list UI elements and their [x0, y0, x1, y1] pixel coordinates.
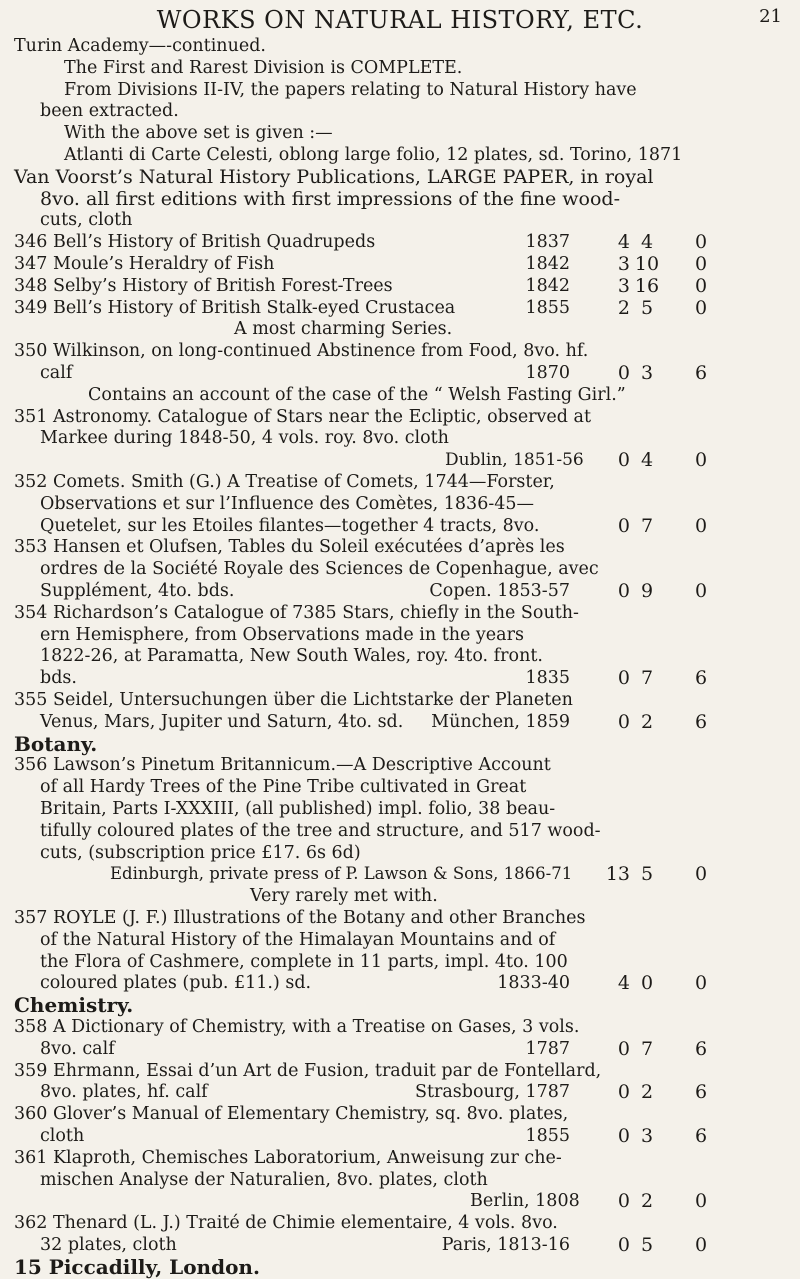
- entry-text: 355 Seidel, Untersuchungen über die Lichtstarke der Planeten: [14, 690, 573, 710]
- price-pounds: 0: [617, 1190, 630, 1213]
- page-number: 21: [759, 6, 782, 27]
- entry-text: 353 Hansen et Olufsen, Tables du Soleil exécutées d’après les: [14, 537, 565, 558]
- entry-text: cloth: [40, 1126, 85, 1146]
- entry-text: cuts, (subscription price £17. 6s 6d): [40, 842, 361, 863]
- catalogue-line: [0, 99, 800, 123]
- price-pounds: 0: [617, 580, 630, 602]
- entry-text: 356 Lawson’s Pinetum Britannicum.—A Descriptive Account: [14, 755, 551, 776]
- section-heading: Botany.: [14, 731, 98, 756]
- price-pence: 0: [694, 1190, 708, 1213]
- catalogue-line: [0, 1059, 800, 1083]
- entry-text: Berlin, 1808: [470, 1191, 580, 1212]
- price-shillings: 2: [640, 1190, 654, 1213]
- catalogue-line: [0, 252, 800, 276]
- entry-text: coloured plates (pub. £11.) sd.: [40, 973, 312, 994]
- entry-text: Supplément, 4to. bds.: [40, 581, 235, 601]
- entry-date: Copen. 1853-57: [429, 581, 570, 601]
- catalogue-line: [0, 1080, 800, 1104]
- catalogue-line: [0, 666, 800, 690]
- price-pence: 0: [694, 274, 708, 297]
- price-pence: 6: [694, 667, 708, 690]
- price-shillings: 7: [640, 514, 654, 537]
- entry-text: tifully coloured plates of the tree and structure, and 517 wood-: [40, 820, 601, 841]
- price-shillings: 5: [640, 863, 654, 886]
- price-shillings: 10: [634, 253, 660, 275]
- entry-text: Markee during 1848-50, 4 vols. roy. 8vo. cloth: [40, 428, 449, 449]
- catalogue-line: [0, 579, 800, 603]
- entry-text: 8vo. plates, hf. calf: [40, 1082, 208, 1103]
- entry-date: 1835: [525, 668, 570, 689]
- catalogue-line: [0, 361, 800, 385]
- entry-text: Britain, Parts I-XXXIII, (all published) impl. folio, 38 beau-: [40, 799, 556, 819]
- catalogue-line: [0, 557, 800, 581]
- catalogue-line: [0, 535, 800, 559]
- catalogue-line: [0, 34, 800, 58]
- catalogue-line: [0, 426, 800, 450]
- price-shillings: 4: [640, 231, 654, 254]
- catalogue-line: [0, 732, 800, 756]
- entry-text: 361 Klaproth, Chemisches Laboratorium, Anweisung zur che-: [14, 1147, 562, 1168]
- entry-text: the Flora of Cashmere, complete in 11 parts, impl. 4to. 100: [40, 951, 568, 972]
- price-pounds: 4: [617, 972, 630, 995]
- price-pence: 0: [694, 296, 708, 319]
- catalogue-line: [0, 819, 800, 843]
- catalogue-line: [0, 230, 800, 254]
- price-pence: 0: [694, 580, 708, 602]
- entry-text: Venus, Mars, Jupiter und Saturn, 4to. sd.: [40, 711, 404, 732]
- catalogue-line: [0, 971, 800, 995]
- entry-date: 1842: [525, 275, 570, 296]
- catalogue-line: [0, 1146, 800, 1170]
- catalogue-line: [0, 906, 800, 930]
- entry-text: A most charming Series.: [234, 319, 453, 340]
- entry-text: The First and Rarest Division is COMPLETE.: [64, 57, 463, 78]
- price-pence: 0: [694, 231, 708, 254]
- entry-text: 354 Richardson’s Catalogue of 7385 Stars, chiefly in the South-: [14, 602, 579, 623]
- price-pounds: 0: [617, 710, 630, 733]
- price-pounds: 0: [617, 362, 630, 384]
- entry-text: 32 plates, cloth: [40, 1235, 177, 1255]
- price-pence: 0: [694, 514, 708, 537]
- entry-date: 1870: [525, 363, 570, 383]
- price-pounds: 4: [617, 231, 630, 254]
- catalogue-line: [0, 165, 800, 189]
- price-pounds: 2: [617, 296, 630, 319]
- price-pounds: 13: [605, 863, 630, 886]
- price-pence: 0: [694, 253, 708, 275]
- catalogue-line: [0, 121, 800, 145]
- price-shillings: 2: [640, 1081, 654, 1104]
- price-pounds: 0: [617, 449, 630, 472]
- price-pence: 0: [694, 1234, 708, 1256]
- entry-text: mischen Analyse der Naturalien, 8vo. plates, cloth: [40, 1169, 488, 1190]
- price-pounds: 3: [617, 253, 630, 275]
- catalogue-line: [0, 950, 800, 974]
- price-pence: 6: [694, 1037, 708, 1060]
- price-shillings: 2: [640, 710, 654, 733]
- entry-text: Observations et sur l’Influence des Comètes, 1836-45—: [40, 493, 535, 514]
- catalogue-line: [0, 1211, 800, 1235]
- entry-date: 1837: [525, 232, 570, 253]
- entry-text: cuts, cloth: [40, 210, 133, 231]
- catalogue-line: [0, 1233, 800, 1257]
- entry-date: 1833-40: [497, 973, 570, 994]
- entry-text: 352 Comets. Smith (G.) A Treatise of Comets, 1744—Forster,: [14, 472, 555, 492]
- price-pence: 0: [694, 863, 708, 886]
- entry-text: of the Natural History of the Himalayan Mountains and of: [40, 929, 556, 950]
- catalogue-line: [0, 1168, 800, 1192]
- price-pounds: 0: [617, 1081, 630, 1104]
- entry-text: 1822-26, at Paramatta, New South Wales, roy. 4to. front.: [40, 646, 543, 667]
- entry-text: calf: [40, 363, 73, 383]
- catalogue-line: [0, 448, 800, 472]
- price-pounds: 0: [617, 514, 630, 537]
- catalogue-line: [0, 514, 800, 538]
- entry-text: 348 Selby’s History of British Forest-Trees: [14, 275, 393, 296]
- catalogue-line: [0, 601, 800, 625]
- catalogue-line: [0, 405, 800, 429]
- entry-text: Edinburgh, private press of P. Lawson & Sons, 1866-71: [110, 864, 573, 884]
- entry-text: 346 Bell’s History of British Quadrupeds: [14, 232, 376, 253]
- price-shillings: 9: [640, 580, 654, 602]
- entry-text: 359 Ehrmann, Essai d’un Art de Fusion, traduit par de Fontellard,: [14, 1060, 602, 1081]
- catalogue-line: [0, 1255, 800, 1279]
- catalogue-line: [0, 775, 800, 799]
- entry-text: ern Hemisphere, from Observations made in the years: [40, 624, 524, 645]
- entry-date: 1855: [525, 297, 570, 318]
- entry-text: 8vo. calf: [40, 1038, 115, 1059]
- catalogue-line: [0, 1102, 800, 1126]
- price-shillings: 5: [640, 296, 654, 319]
- entry-date: 1855: [525, 1126, 570, 1146]
- catalogue-line: [0, 274, 800, 298]
- catalogue-line: [0, 884, 800, 908]
- price-shillings: 4: [640, 449, 654, 472]
- price-pounds: 0: [617, 1234, 630, 1256]
- entry-text: bds.: [40, 668, 77, 689]
- entry-text: From Divisions II-IV, the papers relating to Natural History have: [64, 79, 637, 100]
- catalogue-line: [0, 623, 800, 647]
- catalogue-line: [0, 862, 800, 886]
- catalogue-line: [0, 644, 800, 668]
- catalogue-line: [0, 143, 800, 167]
- price-pounds: 0: [617, 667, 630, 690]
- price-pounds: 3: [617, 274, 630, 297]
- entry-text: 358 A Dictionary of Chemistry, with a Treatise on Gases, 3 vols.: [14, 1017, 580, 1037]
- entry-text: 360 Glover’s Manual of Elementary Chemistry, sq. 8vo. plates,: [14, 1104, 569, 1125]
- running-title: WORKS ON NATURAL HISTORY, ETC.: [156, 6, 644, 34]
- price-pounds: 0: [617, 1037, 630, 1060]
- entry-text: Very rarely met with.: [250, 886, 438, 907]
- catalogue-line: [0, 1015, 800, 1039]
- entry-text: Van Voorst’s Natural History Publications, LARGE PAPER, in royal: [14, 165, 654, 188]
- entry-text: ordres de la Société Royale des Sciences de Copenhague, avec: [40, 559, 599, 580]
- catalogue-line: [0, 78, 800, 102]
- catalogue-line: [0, 841, 800, 865]
- catalogue-line: [0, 492, 800, 516]
- price-pence: 6: [694, 362, 708, 384]
- price-shillings: 3: [640, 362, 654, 384]
- entry-text: 349 Bell’s History of British Stalk-eyed Crustacea: [14, 297, 456, 318]
- price-shillings: 0: [640, 972, 654, 995]
- price-pence: 6: [694, 1081, 708, 1104]
- catalogue-line: [0, 1124, 800, 1148]
- catalogue-line: [0, 296, 800, 320]
- price-shillings: 7: [640, 1037, 654, 1060]
- entry-text: been extracted.: [40, 101, 179, 122]
- price-pence: 0: [694, 972, 708, 995]
- catalogue-line: [0, 1189, 800, 1213]
- price-shillings: 3: [640, 1125, 654, 1147]
- entry-text: 347 Moule’s Heraldry of Fish: [14, 254, 275, 274]
- entry-text: With the above set is given :—: [64, 123, 333, 144]
- section-heading: 15 Piccadilly, London.: [14, 1254, 260, 1279]
- catalogue-line: [0, 688, 800, 712]
- catalogue-line: [0, 383, 800, 407]
- catalogue-line: [0, 993, 800, 1017]
- entry-text: Turin Academy—-continued.: [14, 36, 266, 56]
- price-shillings: 16: [634, 274, 660, 297]
- price-pence: 6: [694, 710, 708, 733]
- entry-text: 362 Thenard (L. J.) Traité de Chimie elementaire, 4 vols. 8vo.: [14, 1213, 558, 1234]
- entry-date: 1787: [525, 1038, 570, 1059]
- price-shillings: 5: [640, 1234, 654, 1256]
- catalogue-line: [0, 753, 800, 777]
- entry-text: 351 Astronomy. Catalogue of Stars near the Ecliptic, observed at: [14, 406, 592, 427]
- catalogue-line: [0, 56, 800, 80]
- entry-text: of all Hardy Trees of the Pine Tribe cultivated in Great: [40, 777, 527, 798]
- catalogue-line: [0, 710, 800, 734]
- catalogue-line: [0, 339, 800, 363]
- section-heading: Chemistry.: [14, 993, 134, 1018]
- price-shillings: 7: [640, 667, 654, 690]
- price-pounds: 0: [617, 1125, 630, 1147]
- entry-text: 8vo. all first editions with first impressions of the fine wood-: [40, 187, 621, 210]
- entry-text: 350 Wilkinson, on long-continued Abstinence from Food, 8vo. hf.: [14, 341, 589, 362]
- catalogue-line: [0, 208, 800, 232]
- price-pence: 0: [694, 449, 708, 472]
- entry-date: 1842: [525, 254, 570, 274]
- catalogue-line: [0, 470, 800, 494]
- entry-date: München, 1859: [431, 711, 570, 732]
- entry-date: Strasbourg, 1787: [414, 1082, 570, 1103]
- catalogue-line: [0, 928, 800, 952]
- entry-text: Quetelet, sur les Etoiles filantes—together 4 tracts, 8vo.: [40, 515, 540, 536]
- entry-date: Paris, 1813-16: [441, 1235, 570, 1255]
- price-pence: 6: [694, 1125, 708, 1147]
- entry-text: Atlanti di Carte Celesti, oblong large folio, 12 plates, sd. Torino, 1871: [64, 145, 683, 165]
- catalogue-line: [0, 187, 800, 211]
- entry-text: Contains an account of the case of the “ Welsh Fasting Girl.”: [88, 384, 626, 405]
- entry-text: Dublin, 1851-56: [445, 450, 584, 471]
- entry-text: 357 ROYLE (J. F.) Illustrations of the Botany and other Branches: [14, 908, 586, 928]
- catalogue-line: [0, 1037, 800, 1061]
- catalogue-line: [0, 317, 800, 341]
- catalogue-line: [0, 797, 800, 821]
